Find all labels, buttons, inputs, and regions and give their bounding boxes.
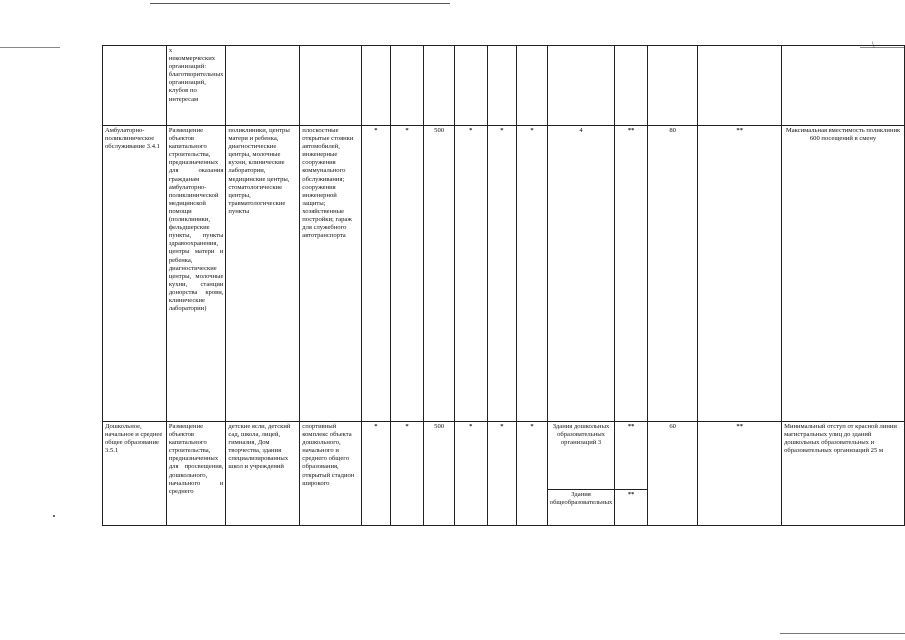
cell-value: 60: [647, 422, 697, 526]
scan-speck: [53, 515, 55, 517]
cell-value: 500: [424, 126, 455, 422]
cell-value: *: [454, 126, 487, 422]
cell-value: *: [390, 422, 424, 526]
cell-value: *: [517, 126, 548, 422]
scan-edge-line-bottom: [780, 633, 905, 634]
cell-value: 500: [424, 422, 455, 526]
cell-name: [103, 46, 167, 126]
cell-value: *: [454, 422, 487, 526]
cell-value: **: [698, 126, 782, 422]
scan-edge-line-left: [0, 47, 60, 48]
cell-value: 4: [547, 126, 615, 422]
cell-value: 80: [647, 126, 697, 422]
cell-value: *: [487, 126, 517, 422]
cell-description: Размещение объектов капитального строительства, предназначенных для просвещения, дошкольного, начального и среднего: [166, 422, 226, 526]
cell-subvalue: Здания дошкольных образовательных организаций 3: [552, 423, 610, 447]
cell-value: [615, 422, 648, 526]
table-row: [103, 422, 905, 526]
cell-value: *: [362, 126, 391, 422]
cell-value: [547, 422, 615, 526]
cell-note: Минимальный отступ от красной линии магистральных улиц до зданий дошкольных образовательных и образовательных организаций 25 м: [782, 422, 905, 526]
cell-main-objects: [226, 46, 300, 126]
cell-note: Максимальная вместимость поликлиник 600 посещений в смену: [782, 126, 905, 422]
cell-description: Размещение объектов капитального строительства, предназначенных для оказания гражданам амбулаторно-поликлинической медицинской помощи (поликлиники, фельдшерские пункты, пункты здравоохранения, центры матери и ребенка, диагностические центры, молочные кухни, станции донорства крови, клинические лаборатории): [166, 126, 226, 422]
cell-aux-objects: спортивный комплекс объекта дошкольного, начального и среднего общего образования, открытый стадион широкого: [300, 422, 362, 526]
cell-value: **: [615, 126, 648, 422]
scan-edge-line-top: [150, 3, 450, 4]
cell-subvalue: Здания общеобразовательных: [548, 489, 615, 508]
cell-name: Амбулаторно-поликлиническое обслуживание 3.4.1: [103, 126, 167, 422]
cell-value: *: [517, 422, 548, 526]
zoning-regulations-table: [102, 45, 905, 526]
table-row: [103, 46, 905, 126]
cell-value: *: [390, 126, 424, 422]
cell-value: **: [698, 422, 782, 526]
cell-aux-objects: плоскостные открытые стоянки автомобилей, инженерные сооружения коммунального обслуживания; сооружения инженерной защиты; хозяйственные постройки; гараж для служебного автотранспорта: [300, 126, 362, 422]
scan-mark: \: [872, 40, 875, 50]
cell-value: *: [362, 422, 391, 526]
cell-subvalue: **: [627, 423, 635, 430]
cell-name: Дошкольное, начальное и среднее общее образование 3.5.1: [103, 422, 167, 526]
cell-value: *: [487, 422, 517, 526]
cell-description: х некоммерческих организаций: благотворительных организаций, клубов по интересам: [166, 46, 226, 126]
cell-subvalue: **: [615, 489, 647, 500]
cell-main-objects: детские ясли, детский сад, школа, лицей, гимназия, Дом творчества, здания специализированных школ и учреждений: [226, 422, 300, 526]
cell-main-objects: поликлиники, центры матери и ребенка, диагностические центры, молочные кухни, клинические лаборатории, медицинские центры, стоматологические центры, травматологические пункты: [226, 126, 300, 422]
table-row: [103, 126, 905, 422]
cell-aux-objects: [300, 46, 362, 126]
